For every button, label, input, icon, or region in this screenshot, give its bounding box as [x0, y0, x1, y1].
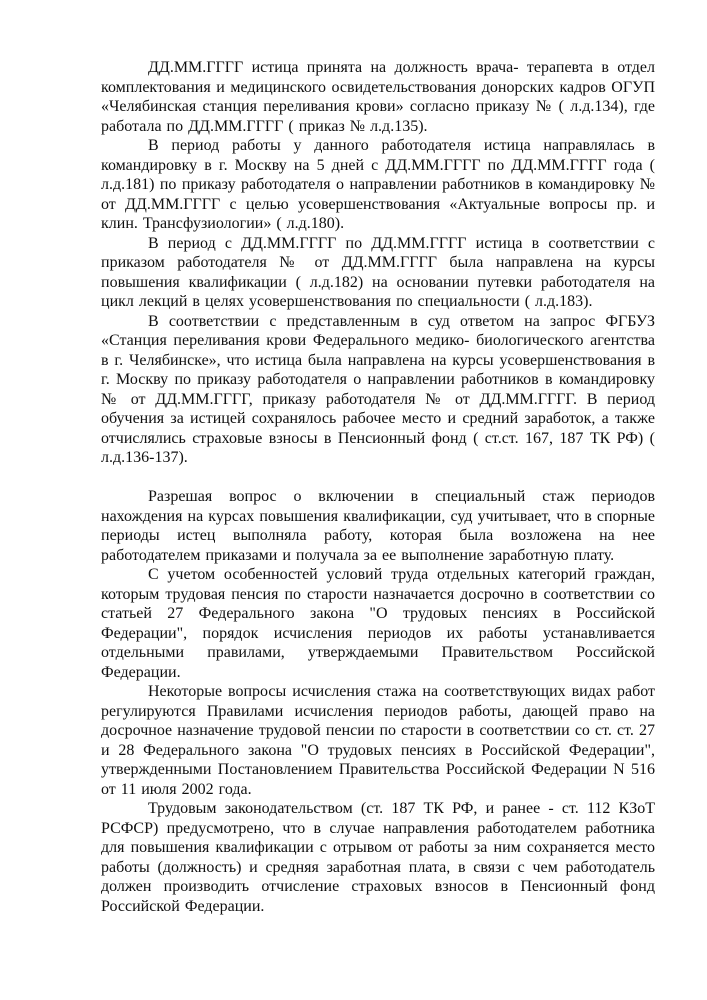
paragraph-business-trip: В период работы у данного работодателя истица направлялась в командировку в г. Москву на 5 дней с ДД.ММ.ГГГГ по ДД.ММ.ГГГГ года ( л.д.181) по приказу работодателя о направлении работников в командировку № от ДД.ММ.ГГГГ с целью усовершенствования «Актуальные вопросы пр. и клин. Трансфузиологии» ( л.д.180).: [101, 137, 655, 232]
paragraph-article-27: С учетом особенностей условий труда отдельных категорий граждан, которым трудовая пенсия по старости назначается досрочно в соответствии со статьей 27 Федерального закона "О трудовых пенсиях в Российской Федерации", порядок исчисления периодов их работы устанавливается отдельными правилами, утверждаемыми Правительством Российской Федерации.: [101, 566, 655, 681]
paragraph-court-response: В соответствии с представленным в суд ответом на запрос ФГБУЗ «Станция переливания крови Федерального медико- биологического агентства в г. Челябинске», что истица была направлена на курсы усовершенствования в г. Москву по приказу работодателя о направлении работников в командировку № от ДД.ММ.ГГГГ, приказу работодателя № от ДД.ММ.ГГГГ. В период обучения за истицей сохранялось рабочее место и средний заработок, а также отчислялись страховые взносы в Пенсионный фонд ( ст.ст. 167, 187 ТК РФ) ( л.д.136-137).: [101, 312, 655, 466]
paragraph-rules-516: Некоторые вопросы исчисления стажа на соответствующих видах работ регулируются Правилами исчисления периодов работы, дающей право на досрочное назначение трудовой пенсии по старости в соответствии со ст. ст. 27 и 28 Федерального закона "О трудовых пенсиях в Российской Федерации", утвержденными Постановлением Правительства Российской Федерации N 516 от 11 июля 2002 года.: [101, 683, 655, 798]
document-text-block: [101, 58, 655, 916]
paragraph-appointment: ДД.ММ.ГГГГ истица принята на должность врача- терапевта в отдел комплектования и медицинского освидетельствования донорских кадров ОГУП «Челябинская станция переливания крови» согласно приказу № ( л.д.134), где работала по ДД.ММ.ГГГГ ( приказ № л.д.135).: [101, 59, 655, 135]
paragraph-court-consideration: Разрешая вопрос о включении в специальный стаж периодов нахождения на курсах повышения квалификации, суд учитывает, что в спорные периоды истец выполняла работу, которая была возложена на нее работодателем приказами и получала за ее выполнение заработную плату.: [101, 488, 655, 564]
paragraph-labor-law: Трудовым законодательством (ст. 187 ТК РФ, и ранее - ст. 112 КЗоТ РСФСР) предусмотрено, что в случае направления работодателем работника для повышения квалификации с отрывом от работы за ним сохраняется место работы (должность) и средняя заработная плата, в связи с чем работодатель должен производить отчисление страховых взносов в Пенсионный фонд Российской Федерации.: [101, 800, 655, 915]
paragraph-qualification-courses: В период с ДД.ММ.ГГГГ по ДД.ММ.ГГГГ истица в соответствии с приказом работодателя № от ДД.ММ.ГГГГ была направлена на курсы повышения квалификации ( л.д.182) на основании путевки работодателя на цикл лекций в целях усовершенствования по специальности ( л.д.183).: [101, 234, 655, 310]
